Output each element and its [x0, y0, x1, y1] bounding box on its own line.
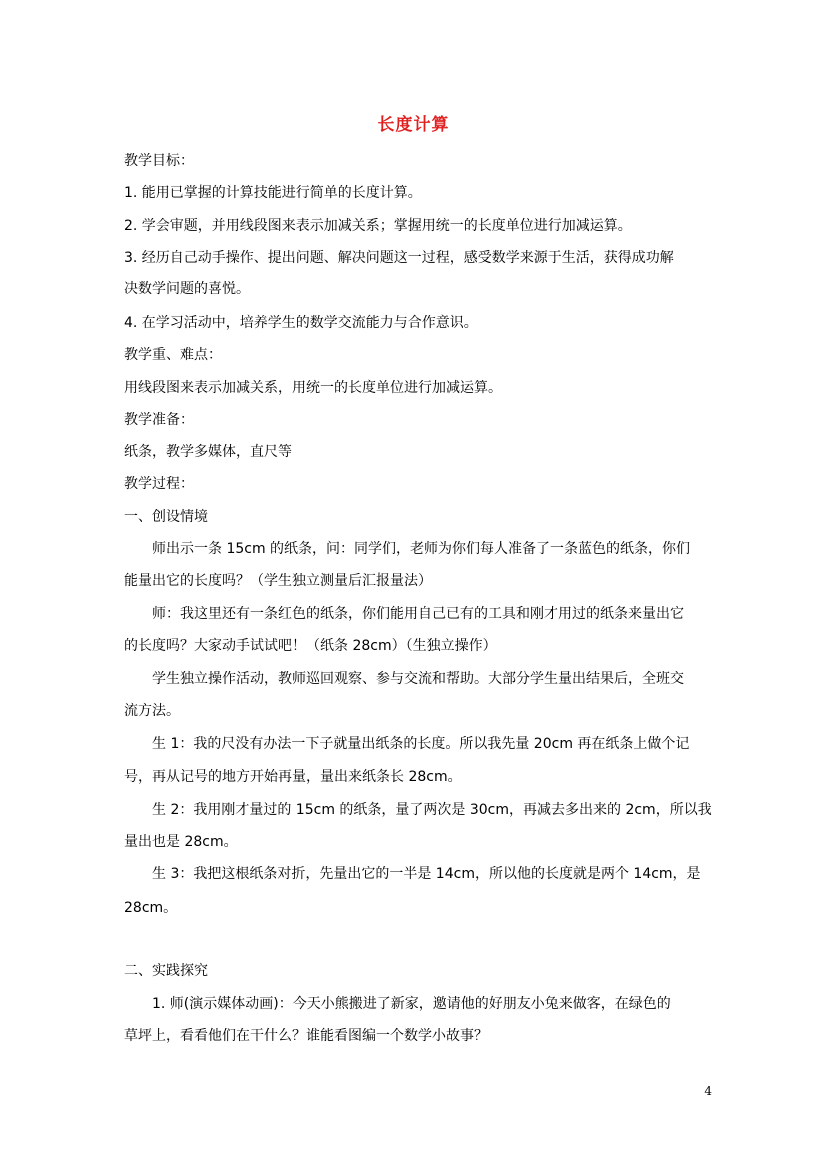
- paragraph-line: 学生独立操作活动，教师巡回观察、参与交流和帮助。大部分学生量出结果后，全班交: [152, 671, 684, 687]
- paragraph-line: 1. 能用已掌握的计算技能进行简单的长度计算。: [124, 185, 422, 201]
- paragraph-line: 流方法。: [124, 703, 180, 719]
- paragraph-line: 能量出它的长度吗？（学生独立测量后汇报量法）: [124, 573, 432, 589]
- paragraph-line: 师出示一条 15cm 的纸条，问：同学们，老师为你们每人准备了一条蓝色的纸条，你们: [152, 541, 691, 557]
- paragraph-line: 草坪上，看看他们在干什么？谁能看图编一个数学小故事？: [124, 1028, 488, 1044]
- page-number: 4: [704, 1084, 712, 1098]
- paragraph-line: 的长度吗？大家动手试试吧！（纸条 28cm）（生独立操作）: [124, 638, 497, 654]
- paragraph-line: 量出也是 28cm。: [124, 834, 238, 850]
- paragraph-line: 用线段图来表示加减关系，用统一的长度单位进行加减运算。: [124, 380, 502, 396]
- paragraph-line: 教学目标：: [124, 153, 194, 169]
- section-heading: 教学过程：: [124, 476, 194, 492]
- document-title: 长度计算: [377, 115, 450, 135]
- paragraph-line: 3. 经历自己动手操作、提出问题、解决问题这一过程，感受数学来源于生活，获得成功解: [124, 250, 674, 266]
- section-heading: 一、创设情境: [124, 509, 208, 525]
- section-heading: 二、实践探究: [124, 963, 208, 979]
- paragraph-line: 生 1：我的尺没有办法一下子就量出纸条的长度。所以我先量 20cm 再在纸条上做个记: [152, 736, 690, 752]
- paragraph-line: 号，再从记号的地方开始再量，量出来纸条长 28cm。: [124, 769, 462, 785]
- paragraph-line: 1. 师(演示媒体动画)：今天小熊搬进了新家，邀请他的好朋友小兔来做客，在绿色的: [152, 996, 671, 1012]
- paragraph-line: 4. 在学习活动中，培养学生的数学交流能力与合作意识。: [124, 315, 478, 331]
- paragraph-line: 师：我这里还有一条红色的纸条，你们能用自己已有的工具和刚才用过的纸条来量出它: [152, 606, 684, 622]
- paragraph-line: 2. 学会审题，并用线段图来表示加减关系；掌握用统一的长度单位进行加减运算。: [124, 218, 632, 234]
- paragraph-line: 28cm。: [124, 900, 178, 916]
- paragraph-line: 生 2：我用刚才量过的 15cm 的纸条，量了两次是 30cm，再减去多出来的 2cm，所以我: [152, 802, 712, 818]
- paragraph-line: 决数学问题的喜悦。: [124, 281, 250, 297]
- section-heading: 教学准备：: [124, 412, 194, 428]
- paragraph-line: 纸条，教学多媒体，直尺等: [124, 444, 292, 460]
- section-heading: 教学重、难点：: [124, 347, 222, 363]
- paragraph-line: 生 3：我把这根纸条对折，先量出它的一半是 14cm，所以他的长度就是两个 14cm，是: [152, 866, 701, 882]
